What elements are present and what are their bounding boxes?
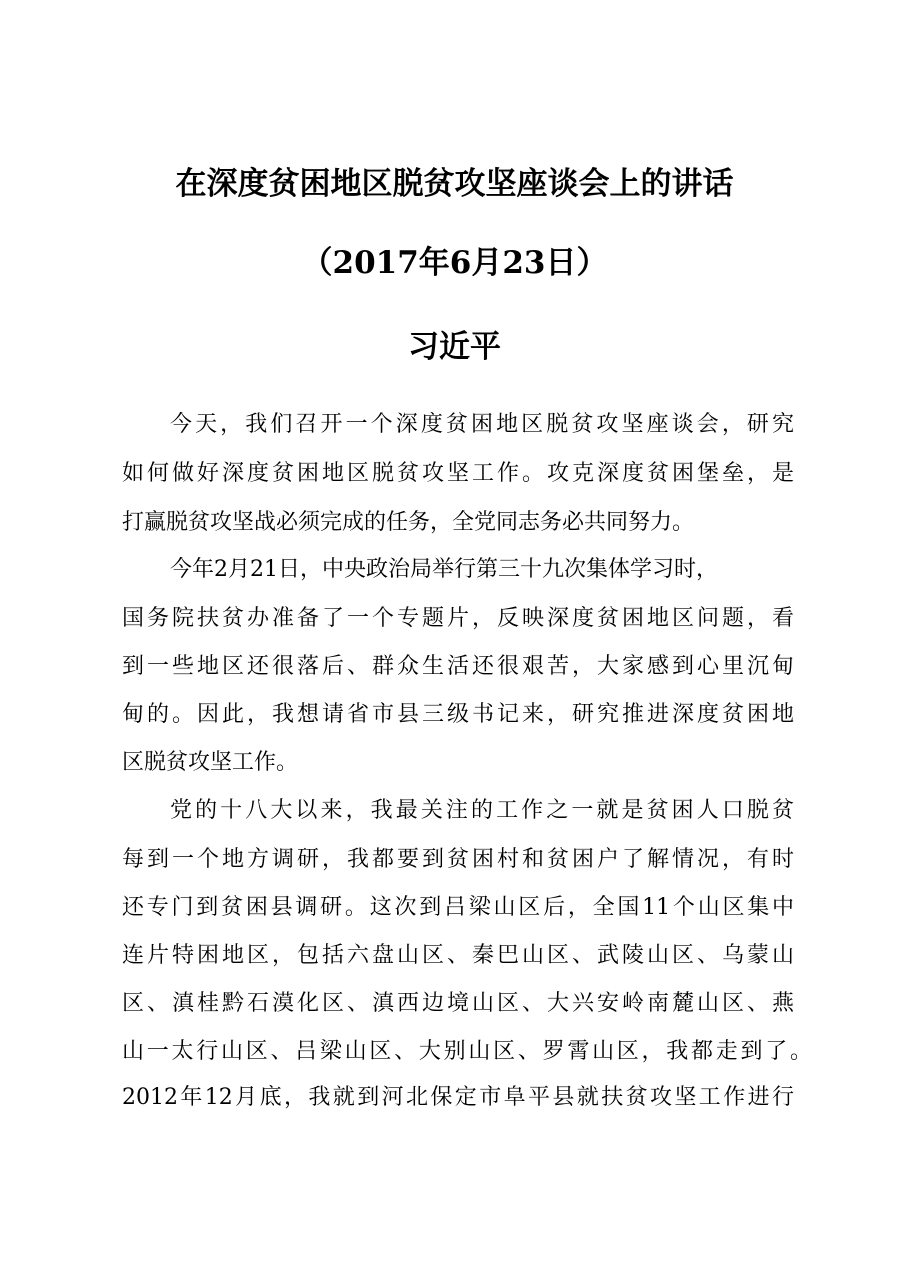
paragraph-line: 连片特困地区，包括六盘山区、秦巴山区、武陵山区、乌蒙山 <box>122 943 794 968</box>
paragraph-line: 每到一个地方调研，我都要到贫困村和贫困户了解情况，有时 <box>122 847 794 872</box>
paragraph-line: 甸的。因此，我想请省市县三级书记来，研究推进深度贫困地 <box>122 702 794 727</box>
speech-author: 习近平 <box>408 329 501 365</box>
paragraph-line: 国务院扶贫办准备了一个专题片，反映深度贫困地区问题，看 <box>122 606 794 631</box>
paragraph-line: 2012年12月底，我就到河北保定市阜平县就扶贫攻坚工作进行 <box>122 1085 794 1110</box>
paragraph-line: 区、滇桂黔石漠化区、滇西边境山区、大兴安岭南麓山区、燕 <box>122 991 794 1016</box>
paragraph-line: 打赢脱贫攻坚战必须完成的任务，全党同志务必共同努力。 <box>122 510 695 535</box>
paragraph-line: 到一些地区还很落后、群众生活还很艰苦，大家感到心里沉甸 <box>122 654 794 679</box>
paragraph-line: 今天，我们召开一个深度贫困地区脱贫攻坚座谈会，研究 <box>170 412 794 437</box>
paragraph-line: 还专门到贫困县调研。这次到吕梁山区后，全国11个山区集中 <box>122 895 794 920</box>
paragraph-line: 山一太行山区、吕梁山区、大别山区、罗霄山区，我都走到了。 <box>122 1039 812 1064</box>
paragraph-line: 党的十八大以来，我最关注的工作之一就是贫困人口脱贫 <box>170 798 794 823</box>
paragraph-line: 如何做好深度贫困地区脱贫攻坚工作。攻克深度贫困堡垒，是 <box>122 461 794 486</box>
speech-date: （2017年6月23日） <box>301 245 608 281</box>
speech-title: 在深度贫困地区脱贫攻坚座谈会上的讲话 <box>175 166 734 202</box>
paragraph-line: 今年2月21日，中央政治局举行第三十九次集体学习时， <box>170 557 718 582</box>
paragraph-line: 区脱贫攻坚工作。 <box>122 750 299 775</box>
